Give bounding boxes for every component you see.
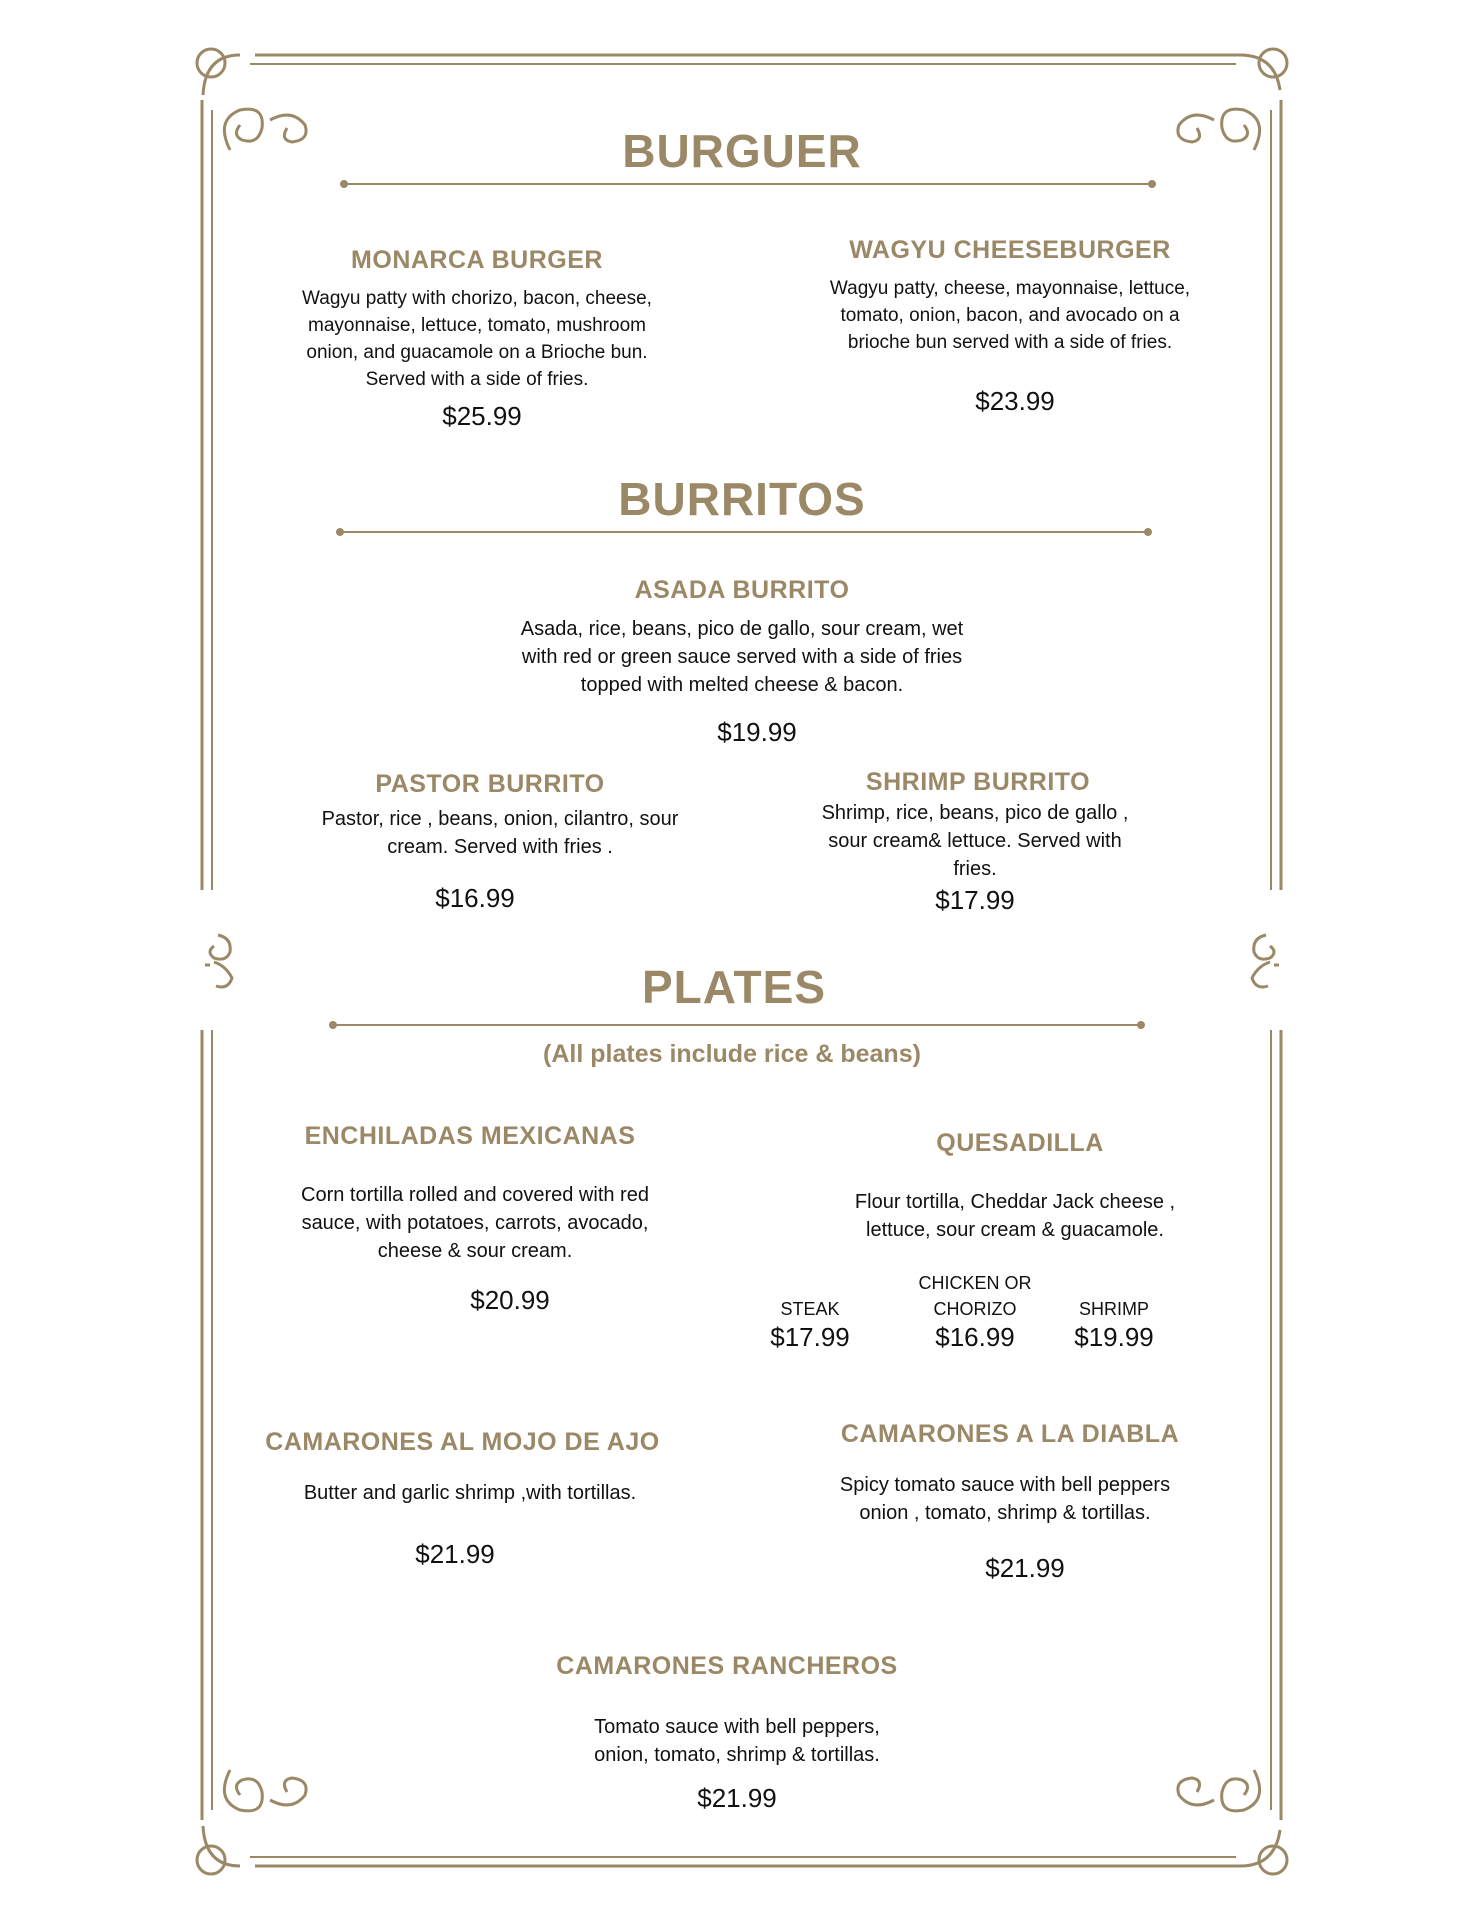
item-description: Flour tortilla, Cheddar Jack cheese , lettuce, sour cream & guacamole. (854, 1191, 1176, 1241)
menu-item-quesadilla (820, 1129, 1220, 1244)
item-price: $17.99 (935, 885, 1015, 915)
section-title-burguer: BURGUER (622, 125, 862, 177)
item-title: ENCHILADAS MEXICANAS (304, 1122, 636, 1150)
menu-item-asada-burrito (462, 576, 1022, 748)
menu-item-camarones-rancheros (522, 1652, 942, 1814)
item-price: $21.99 (415, 1539, 495, 1569)
menu-item-camarones-al-mojo-de-ajo (250, 1428, 690, 1570)
item-description: Pastor, rice , beans, onion, cilantro, sour cream. Served with fries . (321, 808, 679, 858)
item-description: Spicy tomato sauce with bell peppers onion , tomato, shrimp & tortillas. (839, 1474, 1171, 1524)
menu-item-enchiladas-mexicanas (255, 1122, 695, 1316)
item-price: $21.99 (985, 1553, 1065, 1583)
item-title: PASTOR BURRITO (375, 770, 605, 798)
item-title: WAGYU CHEESEBURGER (849, 236, 1171, 264)
item-title: ASADA BURRITO (634, 576, 850, 604)
quesadilla-option-steak: STEAK $17.99 (750, 1296, 870, 1353)
menu-item-shrimp-burrito (790, 768, 1160, 916)
menu-item-monarca-burger (262, 246, 692, 432)
quesadilla-option-shrimp: SHRIMP $19.99 (1054, 1296, 1174, 1353)
item-description: Shrimp, rice, beans, pico de gallo , sour cream& lettuce. Served with fries. (821, 802, 1129, 880)
menu-item-camarones-a-la-diabla (800, 1420, 1220, 1584)
item-price: $25.99 (442, 401, 522, 431)
item-title: CAMARONES A LA DIABLA (840, 1420, 1180, 1448)
quesadilla-option-chicken-or-chorizo: CHICKEN OR CHORIZO $16.99 (900, 1270, 1050, 1353)
menu-item-wagyu-cheeseburger (800, 236, 1220, 417)
item-price: $21.99 (697, 1783, 777, 1813)
plates-subtitle: (All plates include rice & beans) (543, 1040, 921, 1068)
item-description: Tomato sauce with bell peppers, onion, tomato, shrimp & tortillas. (594, 1716, 880, 1766)
item-description: Asada, rice, beans, pico de gallo, sour cream, wet with red or green sauce served with a side of fries topped with melted cheese & bacon. (520, 618, 964, 696)
section-title-burritos: BURRITOS (618, 473, 866, 525)
option-price: $16.99 (935, 1322, 1015, 1352)
item-description: Corn tortilla rolled and covered with red sauce, with potatoes, carrots, avocado, cheese & sour cream. (301, 1184, 649, 1262)
item-price: $16.99 (435, 883, 515, 913)
item-price: $19.99 (717, 717, 797, 747)
item-title: MONARCA BURGER (351, 246, 603, 274)
item-price: $23.99 (975, 386, 1055, 416)
option-price: $17.99 (770, 1322, 850, 1352)
item-description: Wagyu patty with chorizo, bacon, cheese, mayonnaise, lettuce, tomato, mushroom onion, and guacamole on a Brioche bun. Served with a side of fries. (302, 288, 652, 390)
item-description: Wagyu patty, cheese, mayonnaise, lettuce, tomato, onion, bacon, and avocado on a brioche bun served with a side of fries. (829, 278, 1191, 353)
item-title: SHRIMP BURRITO (865, 768, 1091, 796)
item-title: CAMARONES AL MOJO DE AJO (265, 1428, 660, 1456)
item-title: CAMARONES RANCHEROS (556, 1652, 898, 1680)
item-title: QUESADILLA (936, 1129, 1104, 1157)
section-title-plates: PLATES (641, 961, 827, 1013)
item-price: $20.99 (470, 1285, 550, 1315)
option-price: $19.99 (1074, 1322, 1154, 1352)
item-description: Butter and garlic shrimp ,with tortillas. (303, 1482, 637, 1504)
menu-item-pastor-burrito (285, 770, 715, 914)
